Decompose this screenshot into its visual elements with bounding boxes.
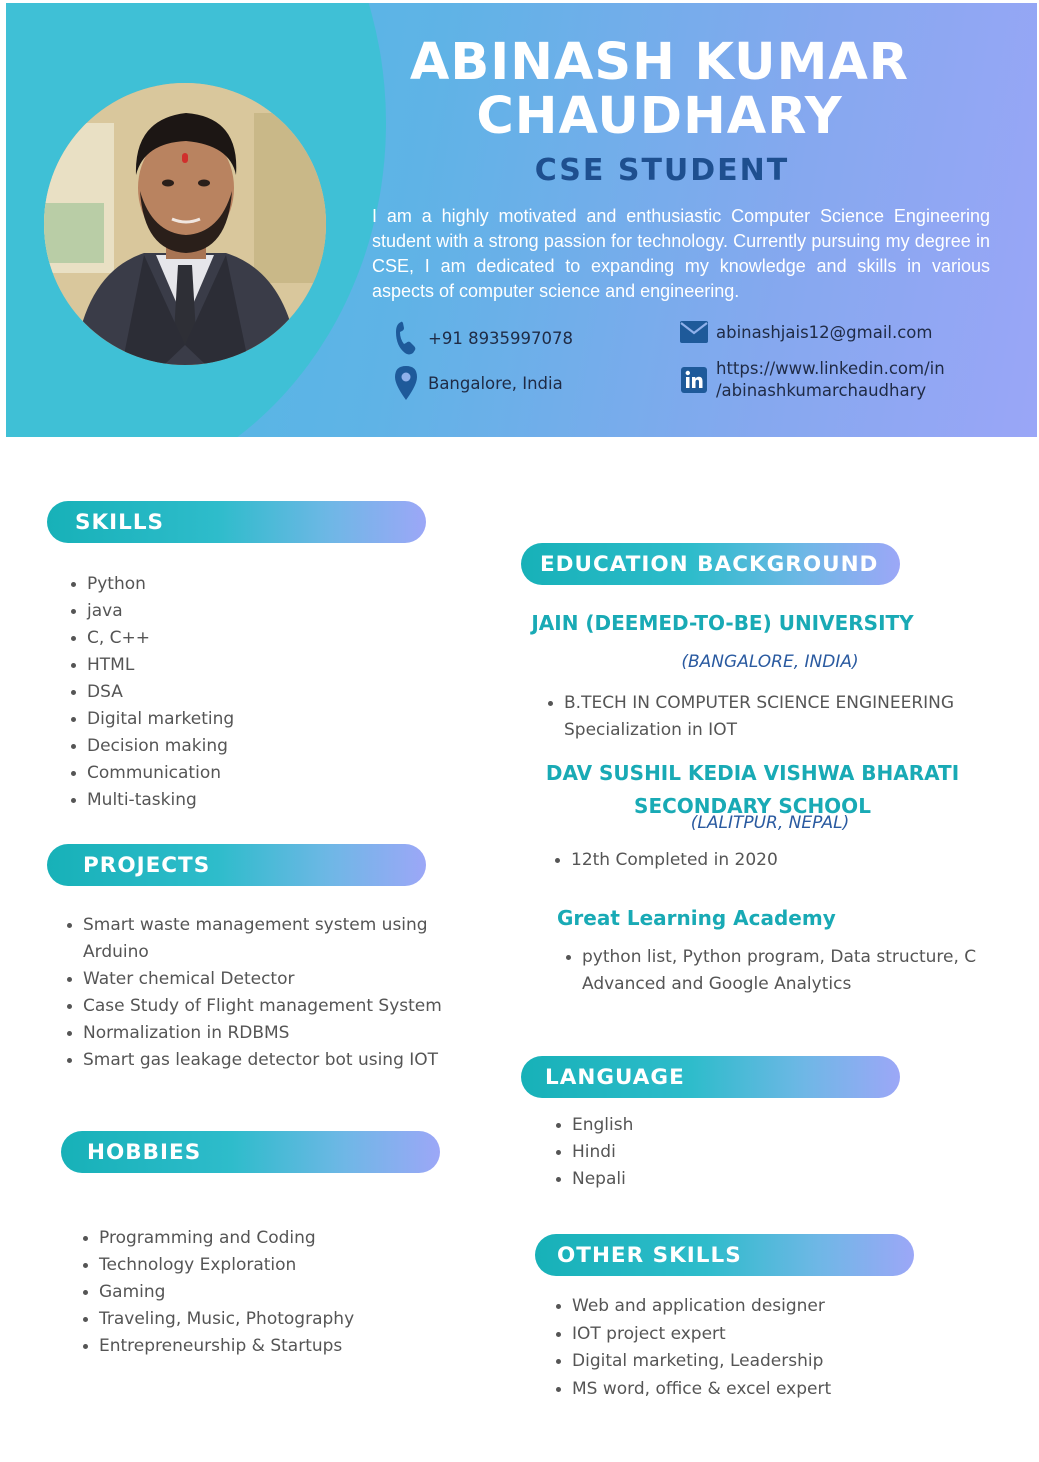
skills-list — [70, 571, 430, 814]
education-detail-item: python list, Python program, Data structure, C Advanced and Google Analytics — [565, 944, 990, 998]
skill-item: java — [70, 598, 430, 625]
skills-title: SKILLS — [75, 509, 165, 535]
other-skill-item: MS word, office & excel expert — [555, 1376, 955, 1404]
phone-number: +91 8935997078 — [428, 328, 574, 348]
hobby-item: Programming and Coding — [82, 1225, 442, 1252]
other-skills-heading — [535, 1234, 914, 1276]
language-item: Nepali — [555, 1166, 855, 1193]
name-line-2: CHAUDHARY — [476, 87, 843, 146]
contact-email[interactable] — [680, 314, 932, 350]
language-list — [555, 1112, 855, 1193]
contact-linkedin[interactable] — [680, 358, 945, 402]
profile-summary: I am a highly motivated and enthusiastic Computer Science Engineering student with a strong passion for technology. Currently pursuing my degree in CSE, I am dedicated to expanding my knowledge and skills in various aspects of computer science and engineering. — [372, 206, 990, 301]
project-item: Smart waste management system using Arduino — [66, 912, 446, 966]
language-heading — [521, 1056, 900, 1098]
education-heading — [521, 543, 900, 585]
phone-icon — [392, 320, 420, 356]
hobbies-list — [82, 1225, 442, 1360]
specialization-text: Specialization in IOT — [564, 720, 737, 740]
linkedin-url-line-1: https://www.linkedin.com/in — [716, 359, 945, 378]
location-pin-icon — [392, 365, 420, 401]
education-detail-list — [547, 690, 987, 744]
language-title: LANGUAGE — [545, 1064, 685, 1090]
contact-phone[interactable] — [392, 320, 573, 356]
education-detail-list — [554, 847, 994, 874]
projects-list — [66, 912, 446, 1074]
candidate-name — [372, 33, 947, 146]
other-skill-item: Web and application designer — [555, 1293, 955, 1321]
other-skills-list — [555, 1293, 955, 1403]
education-detail-list — [565, 944, 990, 998]
hobby-item: Entrepreneurship & Startups — [82, 1333, 442, 1360]
education-institution: JAIN (DEEMED-TO-BE) UNIVERSITY — [531, 611, 914, 635]
hobbies-heading — [61, 1131, 440, 1173]
institution-line-2: SECONDARY SCHOOL — [634, 794, 871, 818]
institution-line-1: DAV SUSHIL KEDIA VISHWA BHARATI — [545, 761, 960, 785]
linkedin-url — [716, 358, 945, 402]
other-skill-item: Digital marketing, Leadership — [555, 1348, 955, 1376]
education-location: (BANGALORE, INDIA) — [681, 652, 859, 672]
project-item: Water chemical Detector — [66, 966, 446, 993]
linkedin-icon — [680, 362, 708, 398]
hobby-item: Traveling, Music, Photography — [82, 1306, 442, 1333]
skills-heading — [47, 501, 426, 543]
skill-item: Multi-tasking — [70, 787, 430, 814]
hobby-item: Technology Exploration — [82, 1252, 442, 1279]
hobbies-title: HOBBIES — [87, 1139, 202, 1165]
skill-item: Digital marketing — [70, 706, 430, 733]
project-item: Case Study of Flight management System — [66, 993, 446, 1020]
degree-text: B.TECH IN COMPUTER SCIENCE ENGINEERING — [564, 693, 955, 713]
skill-item: DSA — [70, 679, 430, 706]
header-banner — [6, 3, 1037, 437]
skill-item: C, C++ — [70, 625, 430, 652]
profile-photo — [44, 83, 326, 365]
education-location: (LALITPUR, NEPAL) — [690, 813, 850, 833]
skill-item: Communication — [70, 760, 430, 787]
other-skills-title: OTHER SKILLS — [557, 1242, 742, 1268]
education-title: EDUCATION BACKGROUND — [540, 551, 879, 577]
language-item: Hindi — [555, 1139, 855, 1166]
profile-photo-illustration — [44, 83, 326, 365]
name-line-1: ABINASH KUMAR — [409, 33, 910, 92]
email-address: abinashjais12@gmail.com — [716, 322, 933, 342]
projects-heading — [47, 844, 426, 886]
linkedin-url-line-2: /abinashkumarchaudhary — [716, 381, 927, 400]
education-institution: Great Learning Academy — [557, 906, 836, 930]
mail-icon — [680, 314, 708, 350]
skill-item: Python — [70, 571, 430, 598]
language-item: English — [555, 1112, 855, 1139]
other-skill-item: IOT project expert — [555, 1321, 955, 1349]
candidate-role: CSE STUDENT — [534, 153, 790, 188]
education-detail-item: 12th Completed in 2020 — [554, 847, 994, 874]
location-text: Bangalore, India — [428, 373, 563, 393]
skill-item: Decision making — [70, 733, 430, 760]
project-item: Normalization in RDBMS — [66, 1020, 446, 1047]
contact-location — [392, 365, 563, 401]
project-item: Smart gas leakage detector bot using IOT — [66, 1047, 446, 1074]
education-detail-item — [547, 690, 987, 744]
hobby-item: Gaming — [82, 1279, 442, 1306]
skill-item: HTML — [70, 652, 430, 679]
projects-title: PROJECTS — [83, 852, 211, 878]
